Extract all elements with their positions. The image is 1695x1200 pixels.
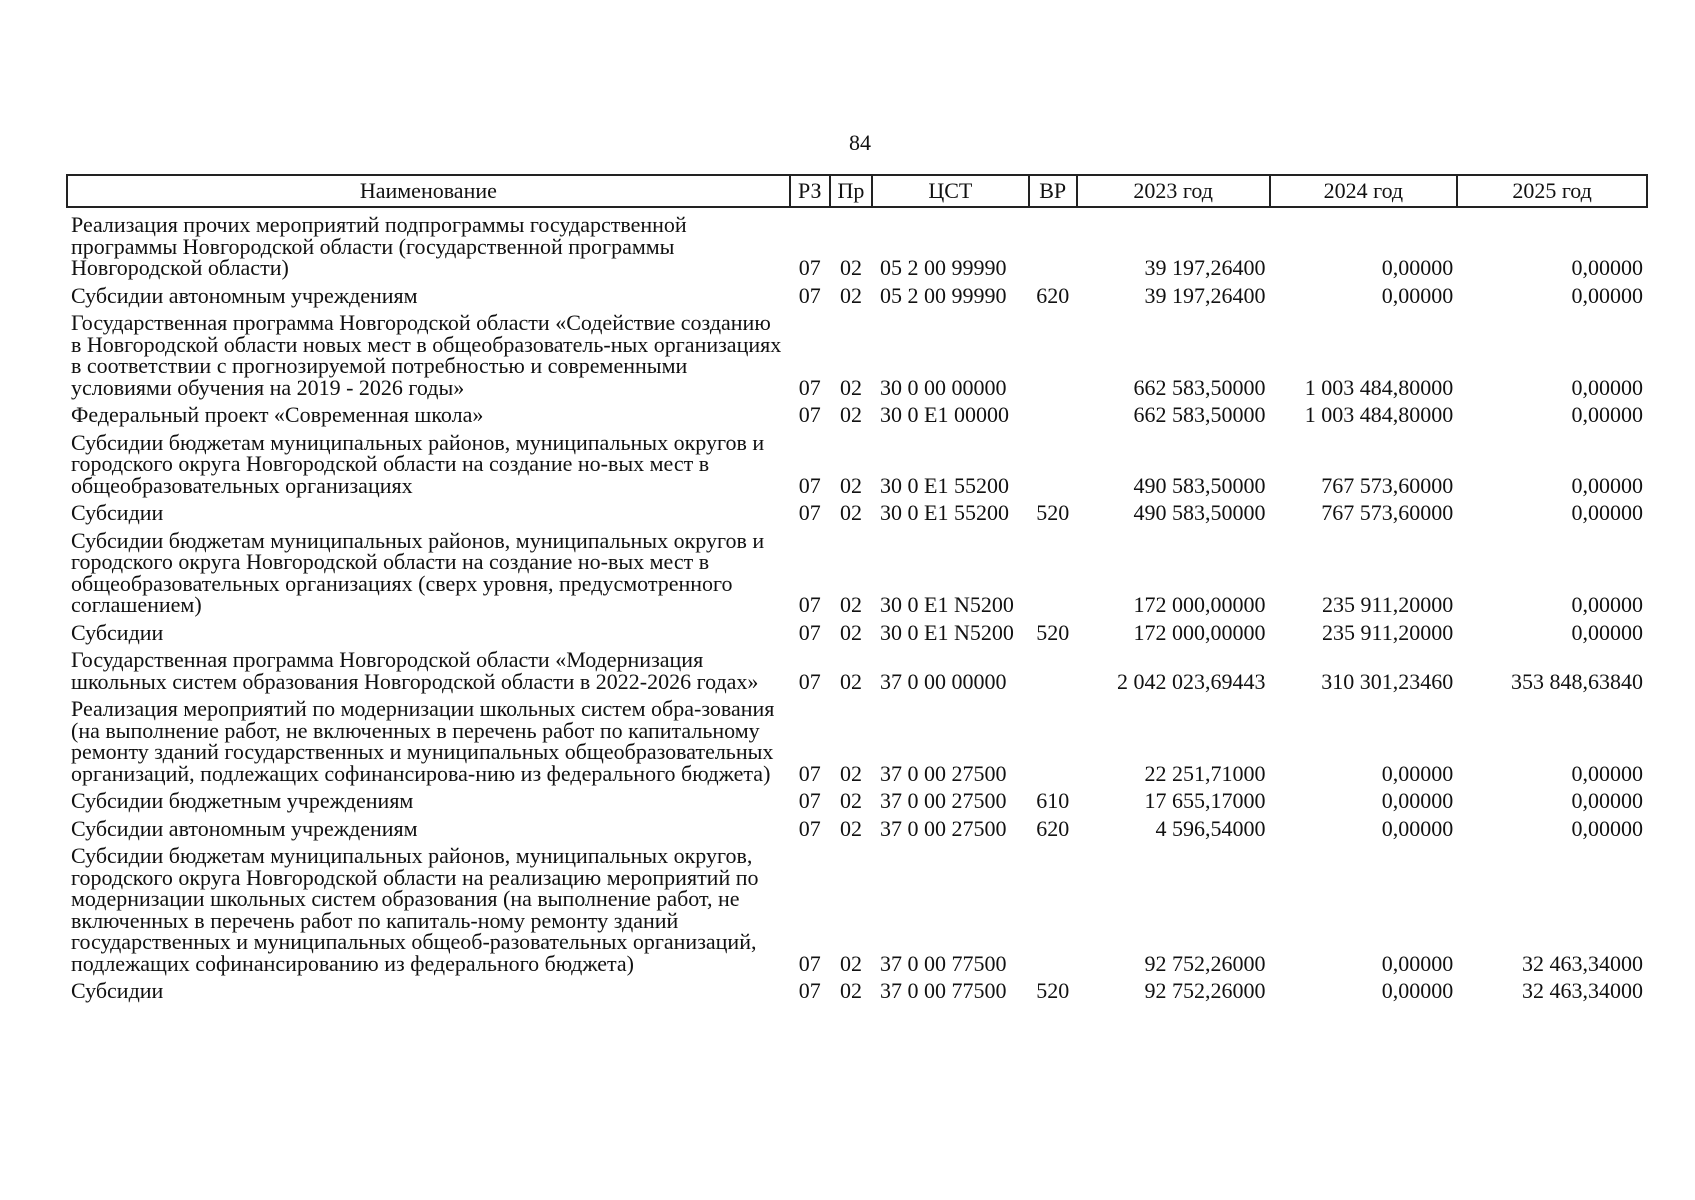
table-row (67, 842, 1647, 977)
row-amount-2024: 1 003 484,80000 (1304, 402, 1454, 427)
row-amount-2025: 0,00000 (1571, 815, 1643, 841)
header-vr: ВР (1029, 175, 1077, 207)
row-vr: 620 (1036, 815, 1070, 841)
row-rz: 07 (798, 815, 821, 841)
row-name: Субсидии бюджетам муниципальных районов, муниципальных округов и городского округа Новгородской области на создание но-вых мест в общеобразовательных организациях (71, 429, 765, 498)
row-cst: 30 0 E1 55200 (880, 472, 1009, 498)
row-vr (1029, 401, 1077, 429)
row-rz: 07 (798, 760, 821, 786)
table-row (67, 526, 1647, 618)
row-rz: 07 (798, 255, 821, 280)
header-pr: Пр (830, 175, 872, 207)
row-vr (1029, 309, 1077, 401)
row-pr: 02 (839, 815, 862, 841)
row-amount-2025: 32 463,34000 (1522, 950, 1643, 976)
row-name: Субсидии (71, 500, 164, 525)
row-pr: 02 (839, 374, 862, 400)
row-amount-2025: 0,00000 (1571, 592, 1643, 617)
row-rz: 07 (798, 788, 821, 813)
row-amount-2025: 0,00000 (1571, 374, 1643, 400)
header-row (67, 175, 1647, 207)
row-amount-2023: 92 752,26000 (1144, 950, 1266, 976)
row-amount-2025: 0,00000 (1571, 282, 1643, 308)
row-name: Субсидии автономным учреждениям (71, 815, 418, 841)
row-vr (1029, 428, 1077, 499)
header-name: Наименование (67, 175, 790, 207)
page-number: 84 (849, 130, 871, 155)
row-cst: 37 0 00 27500 (880, 760, 1007, 786)
row-pr: 02 (839, 500, 862, 525)
row-amount-2024: 0,00000 (1381, 978, 1454, 1003)
row-amount-2025: 0,00000 (1571, 472, 1643, 498)
table-header (67, 175, 1647, 207)
row-cst: 30 0 E1 N5200 (880, 592, 1014, 617)
row-cst: 30 0 E1 00000 (880, 402, 1009, 427)
table-row (67, 646, 1647, 695)
budget-table (66, 174, 1648, 1004)
row-vr (1029, 207, 1077, 281)
row-cst: 37 0 00 00000 (880, 668, 1007, 694)
row-amount-2023: 662 583,50000 (1133, 374, 1266, 400)
row-rz: 07 (798, 500, 821, 525)
row-vr: 520 (1036, 619, 1070, 645)
row-amount-2024: 0,00000 (1381, 255, 1454, 280)
row-amount-2023: 490 583,50000 (1133, 500, 1266, 525)
row-amount-2024: 767 573,60000 (1321, 472, 1454, 498)
row-amount-2023: 662 583,50000 (1133, 402, 1266, 427)
row-pr: 02 (839, 282, 862, 308)
table-row (67, 618, 1647, 646)
table-row (67, 787, 1647, 815)
row-amount-2024: 235 911,20000 (1322, 592, 1454, 617)
row-amount-2024: 0,00000 (1381, 815, 1454, 841)
row-name: Реализация мероприятий по модернизации школьных систем обра-зования (на выполнение работ, не включенных в перечень работ по капитальному ремонту зданий государственных и муниципальных общеобразовательных организаций, подлежащих софинансирова-нию из федерального бюджета) (71, 696, 775, 786)
row-name: Субсидии (71, 978, 164, 1003)
row-vr (1029, 842, 1077, 977)
row-rz: 07 (798, 619, 821, 645)
row-amount-2023: 22 251,71000 (1144, 760, 1266, 786)
row-amount-2023: 17 655,17000 (1144, 788, 1266, 813)
row-pr: 02 (839, 619, 862, 645)
row-amount-2025: 0,00000 (1571, 788, 1643, 813)
header-cst: ЦСТ (872, 175, 1029, 207)
header-2024: 2024 год (1270, 175, 1458, 207)
table-row (67, 814, 1647, 842)
row-amount-2024: 0,00000 (1381, 788, 1454, 813)
row-amount-2023: 172 000,00000 (1133, 619, 1266, 645)
row-vr (1029, 646, 1077, 695)
row-pr: 02 (839, 950, 862, 976)
row-amount-2024: 1 003 484,80000 (1304, 374, 1454, 400)
row-name: Субсидии бюджетным учреждениям (71, 788, 414, 813)
row-rz: 07 (798, 402, 821, 427)
row-amount-2023: 39 197,26400 (1144, 255, 1266, 280)
row-rz: 07 (798, 282, 821, 308)
row-vr: 520 (1036, 978, 1070, 1003)
row-name: Субсидии бюджетам муниципальных районов, муниципальных округов и городского округа Новгородской области на создание но-вых мест в общеобразовательных организациях (сверх уровня, предусмотренного соглашением) (71, 527, 765, 617)
row-name: Государственная программа Новгородской области «Модернизация школьных систем образования Новгородской области в 2022-2026 годах» (71, 647, 759, 694)
row-rz: 07 (798, 978, 821, 1003)
row-name: Государственная программа Новгородской области «Содействие созданию в Новгородской области новых мест в общеобразователь-ных организациях в соответствии с прогнозируемой потребностью и современными условиями обучения на 2019 - 2026 годы» (71, 310, 782, 400)
row-amount-2024: 0,00000 (1381, 760, 1454, 786)
row-amount-2023: 92 752,26000 (1144, 978, 1266, 1003)
row-vr (1029, 526, 1077, 618)
row-amount-2025: 0,00000 (1571, 619, 1643, 645)
row-pr: 02 (839, 788, 862, 813)
table-body (67, 207, 1647, 1004)
row-rz: 07 (798, 592, 821, 617)
row-amount-2025: 0,00000 (1571, 402, 1643, 427)
row-cst: 30 0 E1 N5200 (880, 619, 1014, 645)
header-2023: 2023 год (1077, 175, 1270, 207)
row-rz: 07 (798, 472, 821, 498)
row-amount-2025: 0,00000 (1571, 500, 1643, 525)
row-cst: 05 2 00 99990 (880, 255, 1007, 280)
row-amount-2025: 353 848,63840 (1511, 668, 1643, 694)
row-name: Субсидии (71, 619, 164, 645)
row-cst: 37 0 00 27500 (880, 815, 1007, 841)
row-pr: 02 (839, 668, 862, 694)
table-row (67, 428, 1647, 499)
row-amount-2025: 0,00000 (1571, 255, 1643, 280)
table-row (67, 207, 1647, 281)
row-amount-2024: 310 301,23460 (1321, 668, 1454, 694)
row-rz: 07 (798, 374, 821, 400)
row-cst: 37 0 00 27500 (880, 788, 1007, 813)
row-amount-2023: 172 000,00000 (1133, 592, 1266, 617)
row-amount-2025: 0,00000 (1571, 760, 1643, 786)
row-pr: 02 (839, 402, 862, 427)
row-cst: 30 0 00 00000 (880, 374, 1007, 400)
table-row (67, 695, 1647, 787)
header-rz: РЗ (790, 175, 830, 207)
row-amount-2024: 767 573,60000 (1321, 500, 1454, 525)
row-name: Федеральный проект «Современная школа» (71, 402, 484, 427)
row-amount-2023: 4 596,54000 (1155, 815, 1266, 841)
row-name: Субсидии автономным учреждениям (71, 282, 418, 308)
row-cst: 05 2 00 99990 (880, 282, 1007, 308)
row-amount-2023: 39 197,26400 (1144, 282, 1266, 308)
row-amount-2024: 235 911,20000 (1322, 619, 1454, 645)
table-row (67, 309, 1647, 401)
row-pr: 02 (839, 978, 862, 1003)
row-rz: 07 (798, 950, 821, 976)
row-pr: 02 (839, 592, 862, 617)
table-row (67, 499, 1647, 527)
row-amount-2024: 0,00000 (1381, 950, 1454, 976)
row-amount-2023: 490 583,50000 (1133, 472, 1266, 498)
row-amount-2024: 0,00000 (1381, 282, 1454, 308)
row-cst: 37 0 00 77500 (880, 978, 1007, 1003)
row-name: Реализация прочих мероприятий подпрограммы государственной программы Новгородской области (государственной программы Новгородской области) (71, 212, 687, 280)
row-amount-2023: 2 042 023,69443 (1117, 668, 1266, 694)
row-vr: 610 (1036, 788, 1070, 813)
row-amount-2025: 32 463,34000 (1522, 978, 1643, 1003)
row-vr: 520 (1036, 500, 1070, 525)
row-pr: 02 (839, 760, 862, 786)
table-row (67, 977, 1647, 1005)
header-2025: 2025 год (1457, 175, 1647, 207)
row-vr (1029, 695, 1077, 787)
row-cst: 30 0 E1 55200 (880, 500, 1009, 525)
row-name: Субсидии бюджетам муниципальных районов, муниципальных округов, городского округа Новгородской области на реализацию мероприятий по модернизации школьных систем образования (на выполнение работ, не включенных в перечень работ по капиталь-ному ремонту зданий государственных и муниципальных общеоб-разовательных организаций, подлежащих софинансированию из федерального бюджета) (71, 843, 759, 976)
row-vr: 620 (1036, 282, 1070, 308)
table-row (67, 281, 1647, 309)
row-pr: 02 (839, 255, 862, 280)
row-rz: 07 (798, 668, 821, 694)
row-cst: 37 0 00 77500 (880, 950, 1007, 976)
table-row (67, 401, 1647, 429)
row-pr: 02 (839, 472, 862, 498)
